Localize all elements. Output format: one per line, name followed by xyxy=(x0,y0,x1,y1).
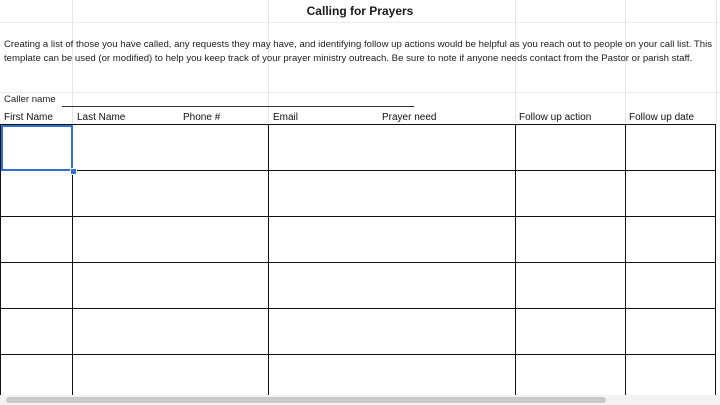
table-row-divider xyxy=(0,262,716,263)
faint-gridline xyxy=(716,0,717,124)
table-column-divider xyxy=(625,124,626,396)
col-header-follow-up-action[interactable]: Follow up action xyxy=(519,112,592,123)
sheet-description: Creating a list of those you have called, any requests they may have, and identifying follow up actions would be helpful as you reach out to people on your call list. This template can be used (or modified) to help you keep track of your prayer ministry outreach. Be sure to note if anyone needs contact from the Pastor or parish staff. xyxy=(4,39,713,65)
caller-name-label: Caller name xyxy=(4,94,56,105)
table-row-divider xyxy=(0,354,716,355)
col-header-email[interactable]: Email xyxy=(273,112,299,123)
data-table[interactable] xyxy=(0,124,716,396)
col-header-phone[interactable]: Phone # xyxy=(183,112,221,123)
col-header-last-name[interactable]: Last Name xyxy=(77,112,126,123)
caller-name-field[interactable] xyxy=(62,106,414,107)
fill-handle[interactable] xyxy=(70,168,77,175)
table-row-divider xyxy=(0,308,716,309)
faint-gridline xyxy=(0,22,720,23)
table-row-divider xyxy=(0,216,716,217)
col-header-first-name[interactable]: First Name xyxy=(4,112,53,123)
col-header-follow-up-date[interactable]: Follow up date xyxy=(629,112,695,123)
table-column-divider xyxy=(268,124,269,396)
scrollbar-thumb[interactable] xyxy=(6,397,606,403)
col-header-prayer-need[interactable]: Prayer need xyxy=(382,112,437,123)
table-row-divider xyxy=(0,170,716,171)
faint-gridline xyxy=(0,92,720,93)
active-cell-selection[interactable] xyxy=(1,125,73,171)
sheet-title: Calling for Prayers xyxy=(306,4,414,18)
table-column-divider xyxy=(515,124,516,396)
